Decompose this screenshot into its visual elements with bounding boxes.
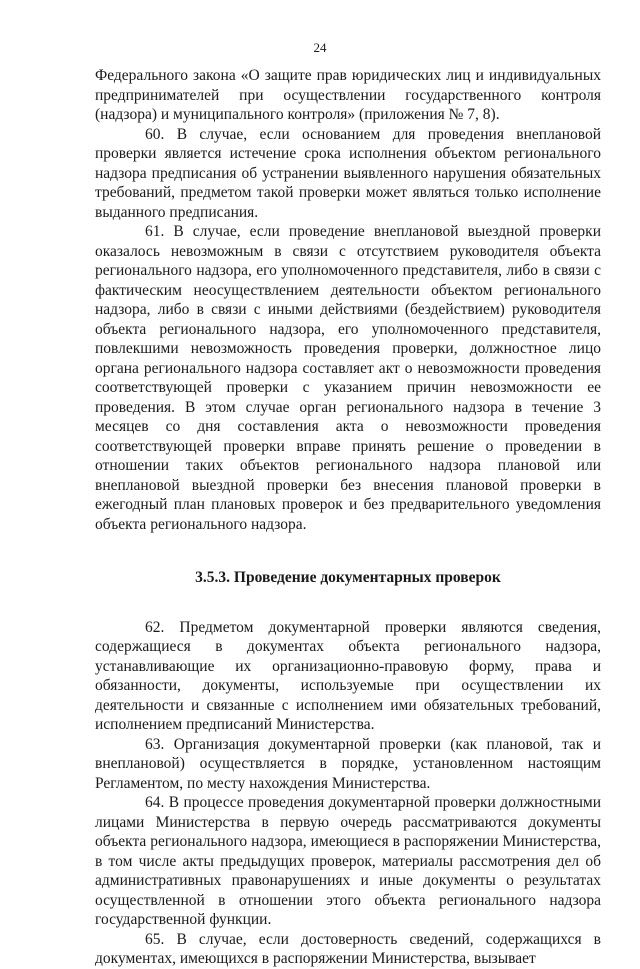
paragraph-64: 64. В процессе проведения документарной проверки должностными лицами Министерства в первую очередь рассматриваются документы объекта регионального надзора, имеющиеся в распоряжении Министерства, в том числе акты предыдущих проверок, материалы рассмотрения дел об административных правонарушениях и иные документы о результатах осуществленной в отношении этого объекта регионального надзора государственной функции.: [95, 794, 601, 928]
paragraph-62: 62. Предметом документарной проверки являются сведения, содержащиеся в документах объекта регионального надзора, устанавливающие их организационно-правовую форму, права и обязанности, документы, используемые при осуществлении их деятельности и связанные с исполнением ими обязательных требований, исполнением предписаний Министерства.: [95, 618, 601, 733]
page-number: 24: [313, 40, 327, 55]
paragraph-continuation: Федерального закона «О защите прав юридических лиц и индивидуальных предпринимателей при осуществлении государственного контроля (надзора) и муниципального контроля» (приложения № 7, 8).: [95, 67, 601, 123]
paragraph-65: 65. В случае, если достоверность сведений, содержащихся в документах, имеющихся в распоряжении Министерства, вызывает: [95, 930, 601, 967]
paragraph-63: 63. Организация документарной проверки (как плановой, так и внеплановой) осуществляется в порядке, установленном настоящим Регламентом, по месту нахождения Министерства.: [95, 735, 601, 792]
document-body: [95, 66, 601, 969]
section-heading: 3.5.3. Проведение документарных проверок: [195, 569, 501, 586]
paragraph-60: 60. В случае, если основанием для проведения внеплановой проверки является истечение срока исполнения объектом регионального надзора предписания об устранении выявленного нарушения обязательных требований, предметом такой проверки может являться только исполнение выданного предписания.: [95, 125, 601, 221]
paragraph-61: 61. В случае, если проведение внеплановой выездной проверки оказалось невозможным в связи с отсутствием руководителя объекта регионального надзора, его уполномоченного представителя, либо в связи с фактическим неосуществлением деятельности объектом регионального надзора, либо в связи с иными действиями (бездействием) руководителя объекта регионального надзора, его уполномоченного представителя, повлекшими невозможность проведения проверки, должностное лицо органа регионального надзора составляет акт о невозможности проведения соответствующей проверки с указанием причин невозможности ее проведения. В этом случае орган регионального надзора в течение 3 месяцев со дня составления акта о невозможности проведения соответствующей проверки вправе принять решение о проведении в отношении таких объектов регионального надзора плановой или внеплановой выездной проверки без внесения плановой проверки в ежегодный план плановых проверок и без предварительного уведомления объекта регионального надзора.: [95, 223, 601, 533]
